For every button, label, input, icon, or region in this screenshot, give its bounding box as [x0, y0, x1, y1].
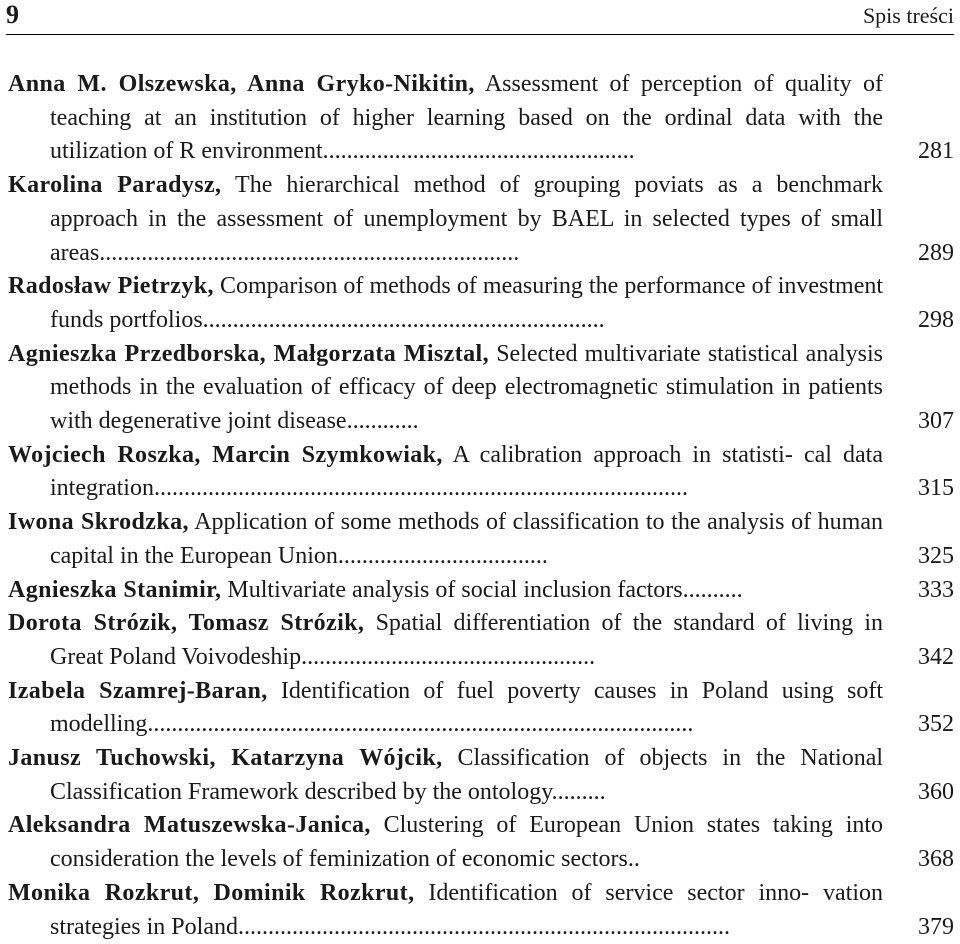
toc-entry-authors: Iwona Skrodzka, [8, 509, 189, 536]
dot-leader: .................................................................................. [237, 913, 730, 940]
toc-entry-authors: Anna M. Olszewska, Anna Gryko-Nikitin, [8, 71, 475, 97]
toc-entry-title: Clustering of European Union states [383, 812, 761, 839]
toc-entry-title: Identification of service sector inno- [428, 879, 810, 906]
toc-entry-authors: Agnieszka Stanimir, [8, 576, 222, 603]
dot-leader: ................................................. [301, 643, 596, 670]
dot-leader: .......... [682, 576, 743, 603]
toc-entry-text [8, 675, 883, 742]
toc-entry-authors: Dorota Strózik, Tomasz Strózik, [8, 610, 365, 637]
dot-leader: .. [627, 846, 640, 873]
toc-entry-title-end: selected types of small areas [50, 205, 883, 266]
toc-entry-authors: Aleksandra Matuszewska-Janica, [8, 812, 371, 839]
toc-entry-text [8, 809, 883, 876]
toc-entry-title: Identification of fuel poverty causes in Poland [280, 677, 769, 704]
toc-entry-page-number: 315 [918, 475, 954, 502]
toc-entry [8, 574, 954, 608]
toc-entry-title: The hierarchical method of grouping poviats as a benchmark approach in the assessment of unemployment by BAEL in [50, 172, 883, 232]
toc-entry-title: Assessment of perception of quality of teaching at an institution of higher learning based on the ordinal [50, 71, 883, 131]
toc-entry [8, 675, 954, 742]
toc-entry-title: Comparison of methods of measuring the performance [220, 273, 746, 300]
toc-entry-title-end: cal data integration [50, 441, 883, 502]
toc-entry-page-number: 379 [918, 913, 954, 940]
table-of-contents [8, 68, 954, 944]
toc-entry-text [8, 877, 883, 944]
toc-entry-title-end: vation strategies in Poland [50, 879, 884, 940]
toc-entry-page-number: 333 [918, 576, 954, 603]
toc-entry-title-end: Multivariate analysis of social inclusion factors [227, 576, 683, 603]
toc-entry-title-end: stimulation in patients with degenerative joint disease [50, 374, 883, 435]
toc-entry-authors: Wojciech Roszka, Marcin Szymkowiak, [8, 441, 443, 468]
toc-entry-title: Selected multivariate statistical analysis methods in the evaluation of efficacy of deep electromagnetic [50, 340, 883, 401]
toc-entry [8, 742, 954, 809]
page-header [6, 0, 954, 35]
toc-entry-page-number: 298 [918, 306, 954, 333]
dot-leader: .................................................... [322, 138, 635, 165]
toc-entry-authors: Janusz Tuchowski, Katarzyna Wójcik, [8, 745, 443, 772]
toc-entry-title-end: data with the utilization of R environment [50, 104, 884, 165]
toc-entry-page-number: 281 [918, 138, 954, 165]
toc-entry [8, 506, 954, 573]
dot-leader: ...................................................................... [99, 239, 520, 266]
toc-entry [8, 169, 954, 270]
toc-entry-page-number: 352 [918, 711, 954, 738]
toc-entry [8, 338, 954, 439]
toc-entry [8, 270, 954, 337]
toc-entry-text [8, 506, 883, 573]
toc-entry-page-number: 325 [918, 542, 954, 569]
toc-entry-text [8, 742, 883, 809]
toc-entry-title-end: living in Great Poland Voivodeship [50, 610, 884, 670]
toc-entry-page-number: 289 [918, 239, 954, 266]
toc-entry [8, 439, 954, 506]
toc-entry-authors: Izabela Szamrej-Baran, [8, 677, 268, 704]
toc-entry-text [8, 68, 883, 169]
toc-entry-text [8, 270, 883, 337]
toc-entry-title-end: of investment funds portfolios [50, 273, 884, 333]
toc-entry-text [8, 338, 883, 439]
dot-leader: ........................................................................................... [147, 711, 694, 738]
dot-leader: ................................... [337, 542, 548, 569]
toc-entry-text [8, 574, 883, 608]
toc-entry-text [8, 607, 883, 674]
toc-entry-title-end: using soft modelling [50, 677, 883, 738]
dot-leader: ................................................................... [202, 306, 605, 333]
toc-entry [8, 607, 954, 674]
toc-entry-page-number: 368 [918, 846, 954, 873]
toc-entry-authors: Monika Rozkrut, Dominik Rozkrut, [8, 879, 415, 906]
toc-entry-title-end: National Classification Framework described by the ontology [50, 745, 884, 805]
toc-entry-text [8, 169, 883, 270]
toc-entry-authors: Agnieszka Przedborska, Małgorzata Misztal, [8, 340, 489, 367]
toc-entry-title: Classification of objects in the [457, 745, 786, 772]
toc-entry-authors: Karolina Paradysz, [8, 172, 222, 199]
toc-entry-title-end: of human capital in the European Union [50, 509, 883, 569]
toc-entry-page-number: 360 [918, 778, 954, 805]
toc-entry [8, 68, 954, 169]
toc-entry-title: Application of some methods of classification to the analysis [194, 509, 785, 536]
toc-entry-title-end: taking into consideration the levels of feminization of economic sectors [50, 812, 884, 873]
dot-leader: ......... [551, 778, 606, 805]
toc-entry-authors: Radosław Pietrzyk, [8, 273, 214, 300]
toc-entry-text [8, 439, 883, 506]
toc-entry [8, 877, 954, 944]
dot-leader: ......................................................................................... [153, 475, 688, 502]
page-number: 9 [6, 0, 19, 29]
running-head: Spis treści [862, 3, 954, 28]
toc-entry-page-number: 307 [918, 408, 954, 435]
toc-entry-title: A calibration approach in statisti- [452, 441, 793, 468]
toc-entry-title: Spatial differentiation of the standard of [375, 610, 786, 637]
dot-leader: ............ [346, 408, 419, 435]
toc-entry-page-number: 342 [918, 643, 954, 670]
toc-entry [8, 809, 954, 876]
